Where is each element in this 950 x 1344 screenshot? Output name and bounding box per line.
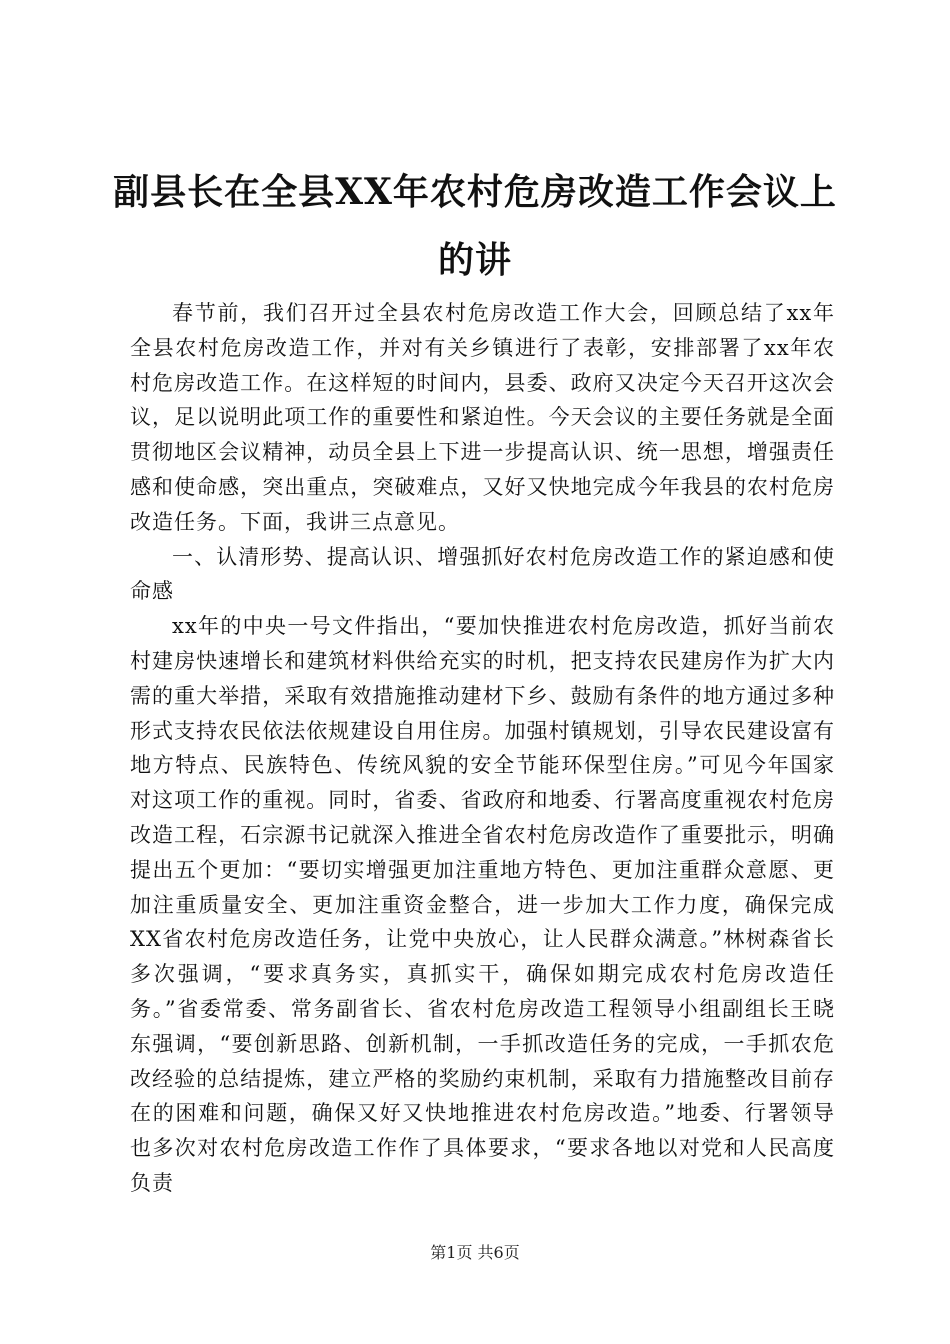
page-number-footer: 第1页 共6页 — [430, 1243, 520, 1262]
title-line-2: 的讲 — [437, 239, 512, 281]
document-title — [100, 158, 850, 294]
paragraph-section-1: xx年的中央一号文件指出，“要加快推进农村危房改造，抓好当前农村建房快速增长和建筑材料供给充实的时机，把支持农民建房作为扩大内需的重大举措，采取有效措施推动建材下乡、鼓励有条件的地方通过多种形式支持农民依法依规建设自用住房。加强村镇规划，引导农民建设富有地方特点、民族特色、传统风貌的安全节能环保型住房。”可见今年国家对这项工作的重视。同时，省委、省政府和地委、行署高度重视农村危房改造工程，石宗源书记就深入推进全省农村危房改造作了重要批示，明确提出五个更加：“要切实增强更加注重地方特色、更加注重群众意愿、更加注重质量安全、更加注重资金整合，进一步加大工作力度，确保完成XX省农村危房改造任务，让党中央放心，让人民群众满意。”林树森省长多次强调，“要求真务实，真抓实干，确保如期完成农村危房改造任务。”省委常委、常务副省长、省农村危房改造工程领导小组副组长王晓东强调，“要创新思路、创新机制，一手抓改造任务的完成，一手抓农危改经验的总结提炼，建立严格的奖励约束机制，采取有力措施整改目前存在的困难和问题，确保又好又快地推进农村危房改造。”地委、行署领导也多次对农村危房改造工作作了具体要求，“要求各地以对党和人民高度负责 — [130, 614, 835, 1195]
paragraph-intro: 春节前，我们召开过全县农村危房改造工作大会，回顾总结了xx年全县农村危房改造工作，并对有关乡镇进行了表彰，安排部署了xx年农村危房改造工作。在这样短的时间内，县委、政府又决定今天召开这次会议，足以说明此项工作的重要性和紧迫性。今天会议的主要任务就是全面贯彻地区会议精神，动员全县上下进一步提高认识、统一思想，增强责任感和使命感，突出重点，突破难点，又好又快地完成今年我县的农村危房改造任务。下面，我讲三点意见。 — [130, 301, 835, 534]
section-heading-1: 一、认清形势、提高认识、增强抓好农村危房改造工作的紧迫感和使命感 — [130, 544, 835, 604]
document-body — [130, 296, 835, 1201]
title-line-1: 副县长在全县XX年农村危房改造工作会议上 — [113, 171, 837, 213]
